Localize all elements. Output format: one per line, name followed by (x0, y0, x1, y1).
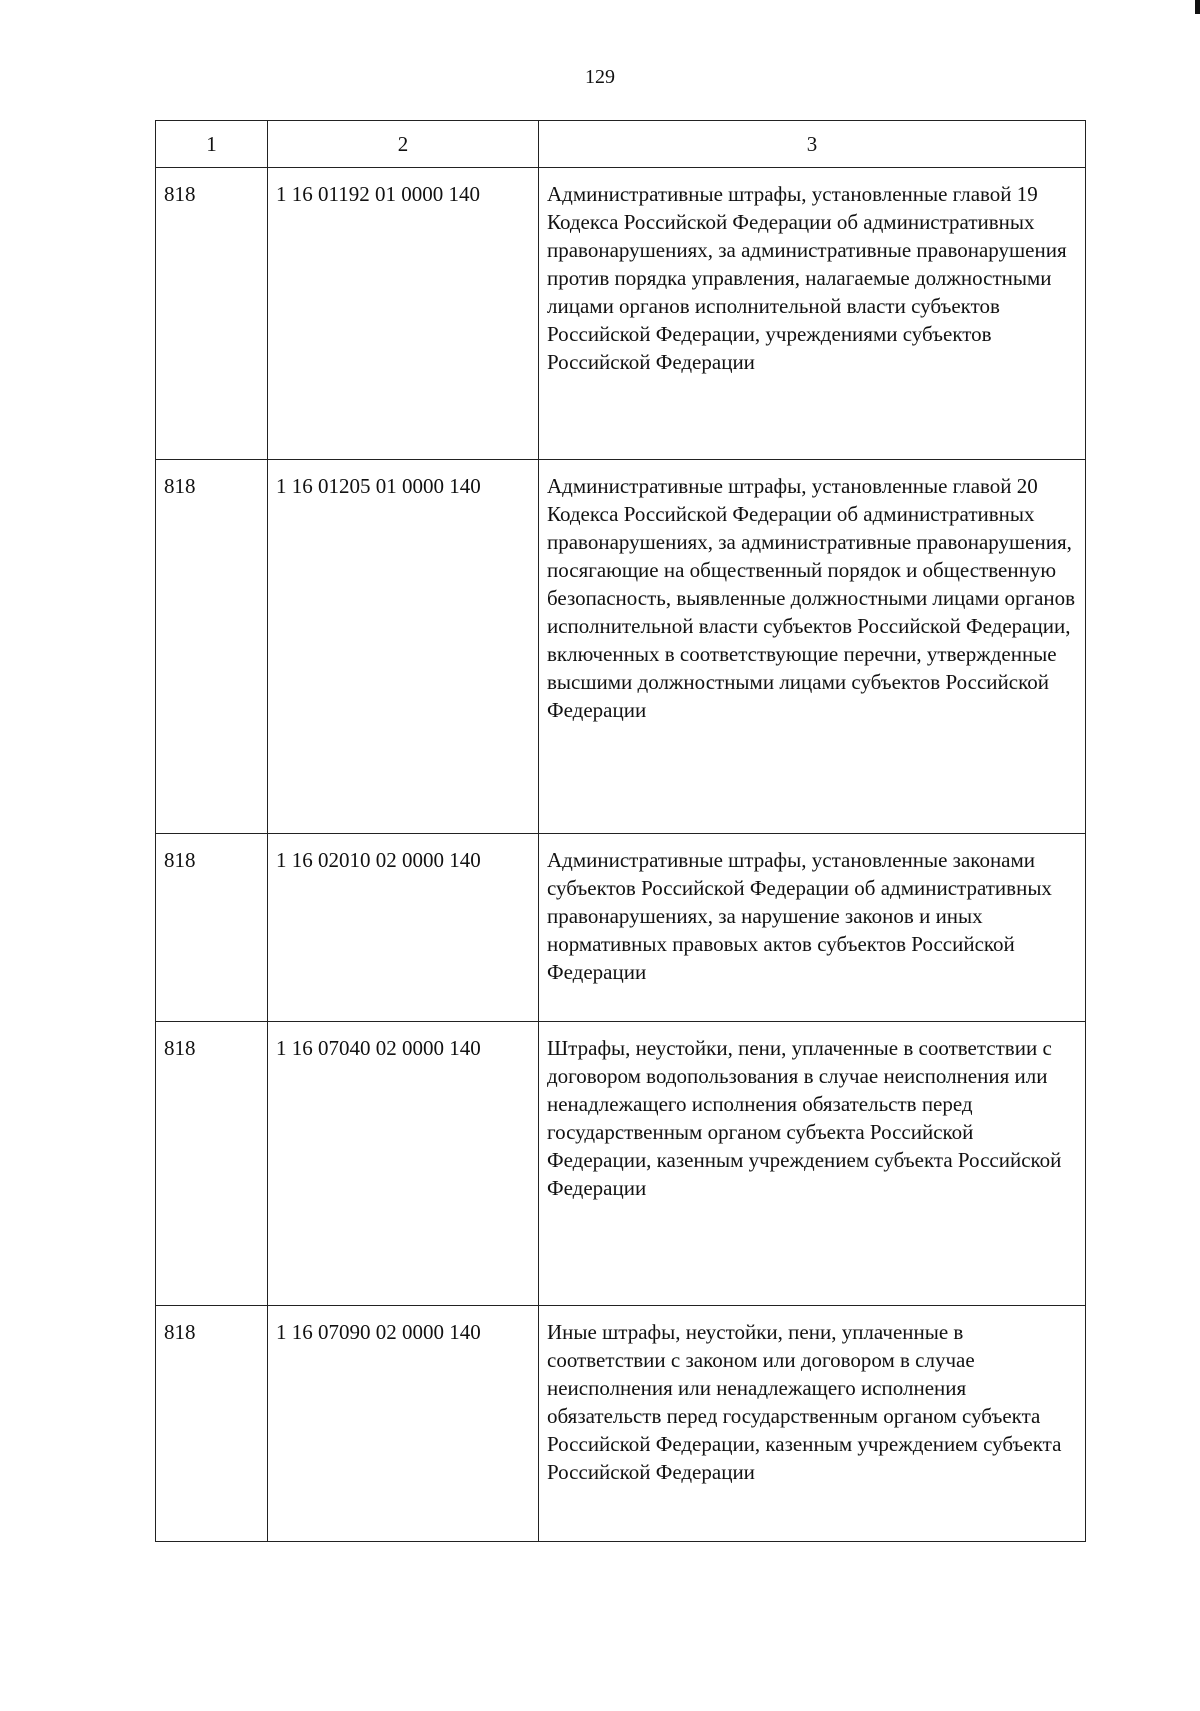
page-number: 129 (585, 66, 615, 88)
admin-code-cell: 818 (156, 1306, 268, 1542)
kbk-code-cell: 1 16 01205 01 0000 140 (268, 460, 539, 834)
kbk-code-cell: 1 16 02010 02 0000 140 (268, 834, 539, 1022)
description-cell: Административные штрафы, установленные главой 19 Кодекса Российской Федерации об административных правонарушениях, за административные правонарушения против порядка управления, налагаемые должностными лицами органов исполнительной власти субъектов Российской Федерации, учреждениями субъектов Российской Федерации (539, 168, 1086, 460)
header-col-3: 3 (539, 121, 1086, 168)
header-col-2: 2 (268, 121, 539, 168)
table-row (156, 1022, 1086, 1306)
admin-code-cell: 818 (156, 834, 268, 1022)
header-col-1: 1 (156, 121, 268, 168)
kbk-code-cell: 1 16 01192 01 0000 140 (268, 168, 539, 460)
description-cell: Административные штрафы, установленные законами субъектов Российской Федерации об административных правонарушениях, за нарушение законов и иных нормативных правовых актов субъектов Российской Федерации (539, 834, 1086, 1022)
kbk-code-cell: 1 16 07040 02 0000 140 (268, 1022, 539, 1306)
scan-edge-mark (1195, 0, 1200, 14)
description-cell: Административные штрафы, установленные главой 20 Кодекса Российской Федерации об административных правонарушениях, за административные правонарушения, посягающие на общественный порядок и общественную безопасность, выявленные должностными лицами органов исполнительной власти субъектов Российской Федерации, включенных в соответствующие перечни, утвержденные высшими должностными лицами субъектов Российской Федерации (539, 460, 1086, 834)
table-row (156, 460, 1086, 834)
admin-code-cell: 818 (156, 460, 268, 834)
description-cell: Иные штрафы, неустойки, пени, уплаченные в соответствии с законом или договором в случае неисполнения или ненадлежащего исполнения обязательств перед государственным органом субъекта Российской Федерации, казенным учреждением субъекта Российской Федерации (539, 1306, 1086, 1542)
table-row (156, 1306, 1086, 1542)
table-row (156, 834, 1086, 1022)
admin-code-cell: 818 (156, 1022, 268, 1306)
budget-code-table (155, 120, 1086, 1542)
description-cell: Штрафы, неустойки, пени, уплаченные в соответствии с договором водопользования в случае неисполнения или ненадлежащего исполнения обязательств перед государственным органом субъекта Российской Федерации, казенным учреждением субъекта Российской Федерации (539, 1022, 1086, 1306)
admin-code-cell: 818 (156, 168, 268, 460)
kbk-code-cell: 1 16 07090 02 0000 140 (268, 1306, 539, 1542)
table-header-row (156, 121, 1086, 168)
table-row (156, 168, 1086, 460)
